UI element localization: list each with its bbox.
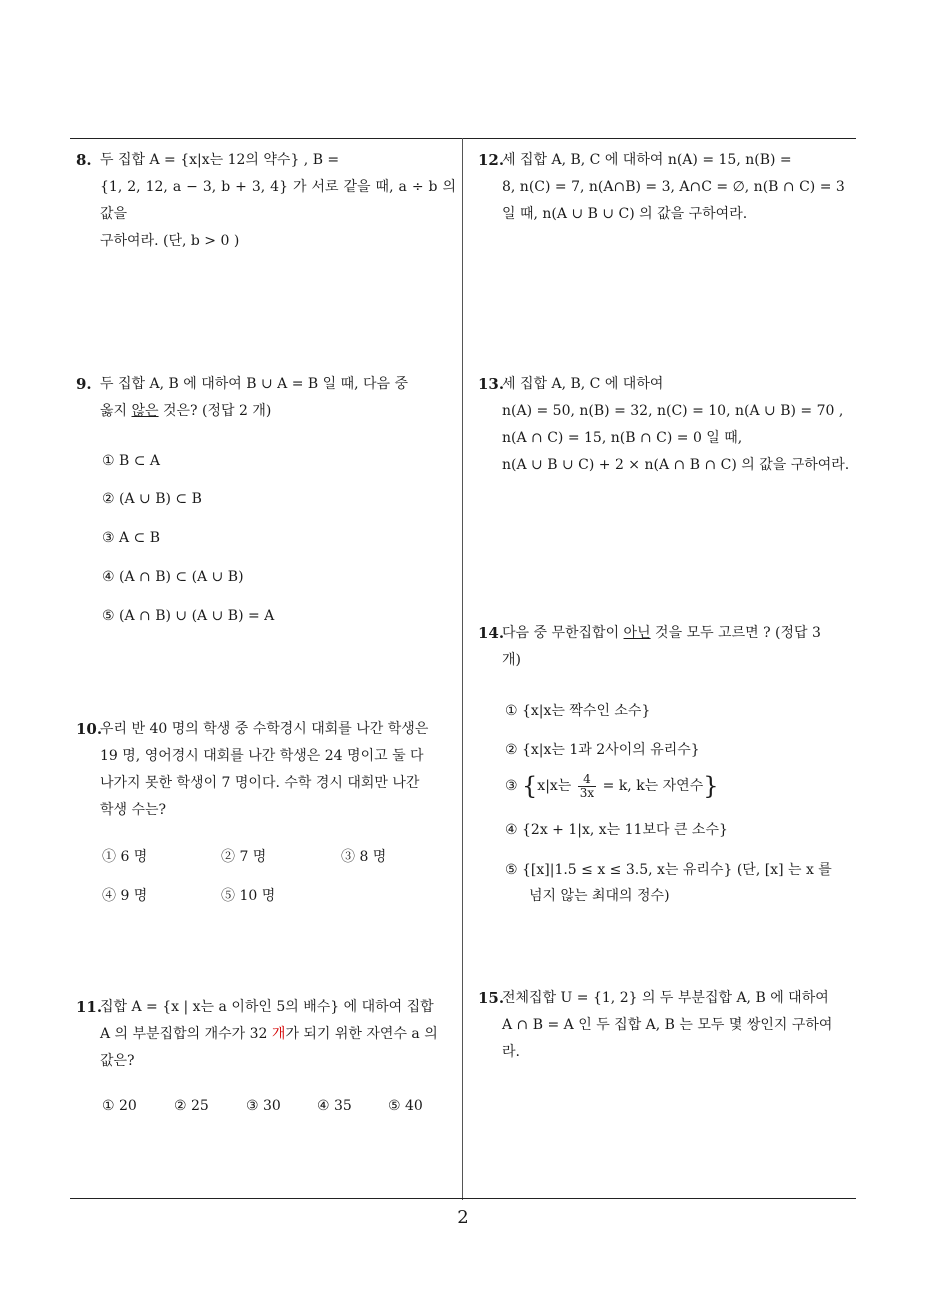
- choice-1: ① B ⊂ A: [102, 453, 161, 469]
- question-text-line: 나가지 못한 학생이 7 명이다. 수학 경시 대회만 나간: [100, 775, 420, 791]
- choice-3: ③ {x|x는 $\frac{4}{3x}$ = k, k는 자연수}: [505, 771, 719, 800]
- choice-4: ④ 35: [317, 1098, 352, 1114]
- question-10: [76, 716, 456, 824]
- question-8: [76, 147, 456, 255]
- question-text-line: n(A ∩ C) = 15, n(B ∩ C) = 0 일 때,: [502, 430, 743, 446]
- question-text-line: 우리 반 40 명의 학생 중 수학경시 대회를 나간 학생은: [100, 721, 429, 737]
- question-14: [478, 620, 860, 674]
- question-text-line: 19 명, 영어경시 대회를 나간 학생은 24 명이고 둘 다: [100, 748, 424, 764]
- question-text-line: A ∩ B = A 인 두 집합 A, B 는 모두 몇 쌍인지 구하여: [502, 1017, 833, 1033]
- question-text-line: 구하여라. (단, b > 0 ): [100, 233, 240, 249]
- choice-3: ③ 8 명: [341, 849, 387, 865]
- bottom-rule: [70, 1198, 856, 1199]
- question-text-line: 값은?: [100, 1053, 135, 1069]
- choice-1: ① {x|x는 짝수인 소수}: [505, 703, 651, 719]
- question-text-line: 세 집합 A, B, C 에 대하여 n(A) = 15, n(B) =: [502, 152, 792, 168]
- choice-5: ⑤ 40: [388, 1098, 423, 1114]
- question-text-line: 학생 수는?: [100, 802, 167, 818]
- question-text-line: 세 집합 A, B, C 에 대하여: [502, 376, 664, 392]
- question-number: 11.: [76, 998, 103, 1016]
- choice-5: ⑤ 10 명: [221, 888, 276, 904]
- choice-3: ③ 30: [246, 1098, 281, 1114]
- page-number: 2: [457, 1207, 469, 1228]
- question-text-line: 일 때, n(A ∪ B ∪ C) 의 값을 구하여라.: [502, 206, 748, 222]
- question-number: 13.: [478, 375, 505, 393]
- question-text-line: 옳지 않은 것은? (정답 2 개): [100, 403, 272, 419]
- question-12: [478, 147, 860, 228]
- choice-4: ④ 9 명: [102, 888, 148, 904]
- question-text-line: A 의 부분집합의 개수가 32 개가 되기 위한 자연수 a 의: [100, 1026, 438, 1042]
- question-number: 10.: [76, 720, 103, 738]
- question-text-line: n(A) = 50, n(B) = 32, n(C) = 10, n(A ∪ B) = 70 ,: [502, 403, 844, 419]
- question-text-line: {1, 2, 12, a − 3, b + 3, 4} 가 서로 같을 때, a ÷ b 의 값을: [100, 179, 456, 222]
- choice-2: ② 25: [174, 1098, 209, 1114]
- question-15: [478, 985, 860, 1066]
- question-number: 15.: [478, 989, 505, 1007]
- question-number: 14.: [478, 624, 505, 642]
- column-divider: [462, 138, 463, 1200]
- choice-1: ① 20: [102, 1098, 137, 1114]
- question-number: 9.: [76, 375, 92, 393]
- question-number: 12.: [478, 151, 505, 169]
- question-text-line: 다음 중 무한집합이 아닌 것을 모두 고르면 ? (정답 3: [502, 625, 821, 641]
- top-rule: [70, 138, 856, 139]
- question-9: [76, 371, 456, 425]
- question-text-line: n(A ∪ B ∪ C) + 2 × n(A ∩ B ∩ C) 의 값을 구하여라.: [502, 457, 850, 473]
- choice-4: ④ (A ∩ B) ⊂ (A ∪ B): [102, 569, 244, 585]
- question-11: [76, 994, 456, 1075]
- choice-2: ② (A ∪ B) ⊂ B: [102, 491, 202, 507]
- question-text-line: 두 집합 A, B 에 대하여 B ∪ A = B 일 때, 다음 중: [100, 376, 409, 392]
- choice-3: ③ A ⊂ B: [102, 530, 161, 546]
- question-text-line: 전체집합 U = {1, 2} 의 두 부분집합 A, B 에 대하여: [502, 990, 829, 1006]
- choice-2: ② 7 명: [221, 849, 267, 865]
- question-text-line: 개): [502, 652, 521, 668]
- question-number: 8.: [76, 151, 92, 169]
- choice-4: ④ {2x + 1|x, x는 11보다 큰 소수}: [505, 822, 728, 838]
- choice-5: ⑤ {[x]|1.5 ≤ x ≤ 3.5, x는 유리수} (단, [x] 는 x 를 넘지 않는 최대의 정수): [505, 862, 832, 904]
- right-brace-icon: }: [703, 772, 719, 800]
- question-text-line: 라.: [502, 1044, 520, 1060]
- fraction: $\frac{4}{3x}$: [579, 771, 595, 800]
- question-text-line: 8, n(C) = 7, n(A∩B) = 3, A∩C = ∅, n(B ∩ C) = 3: [502, 179, 845, 195]
- left-brace-icon: {: [522, 772, 538, 800]
- choice-2: ② {x|x는 1과 2사이의 유리수}: [505, 742, 700, 758]
- question-text-line: 두 집합 A = {x|x는 12의 약수} , B =: [100, 152, 340, 168]
- question-13: [478, 371, 860, 479]
- choice-1: ① 6 명: [102, 849, 148, 865]
- question-text-line: 집합 A = {x | x는 a 이하인 5의 배수} 에 대하여 집합: [100, 999, 434, 1015]
- choice-5: ⑤ (A ∩ B) ∪ (A ∪ B) = A: [102, 608, 275, 624]
